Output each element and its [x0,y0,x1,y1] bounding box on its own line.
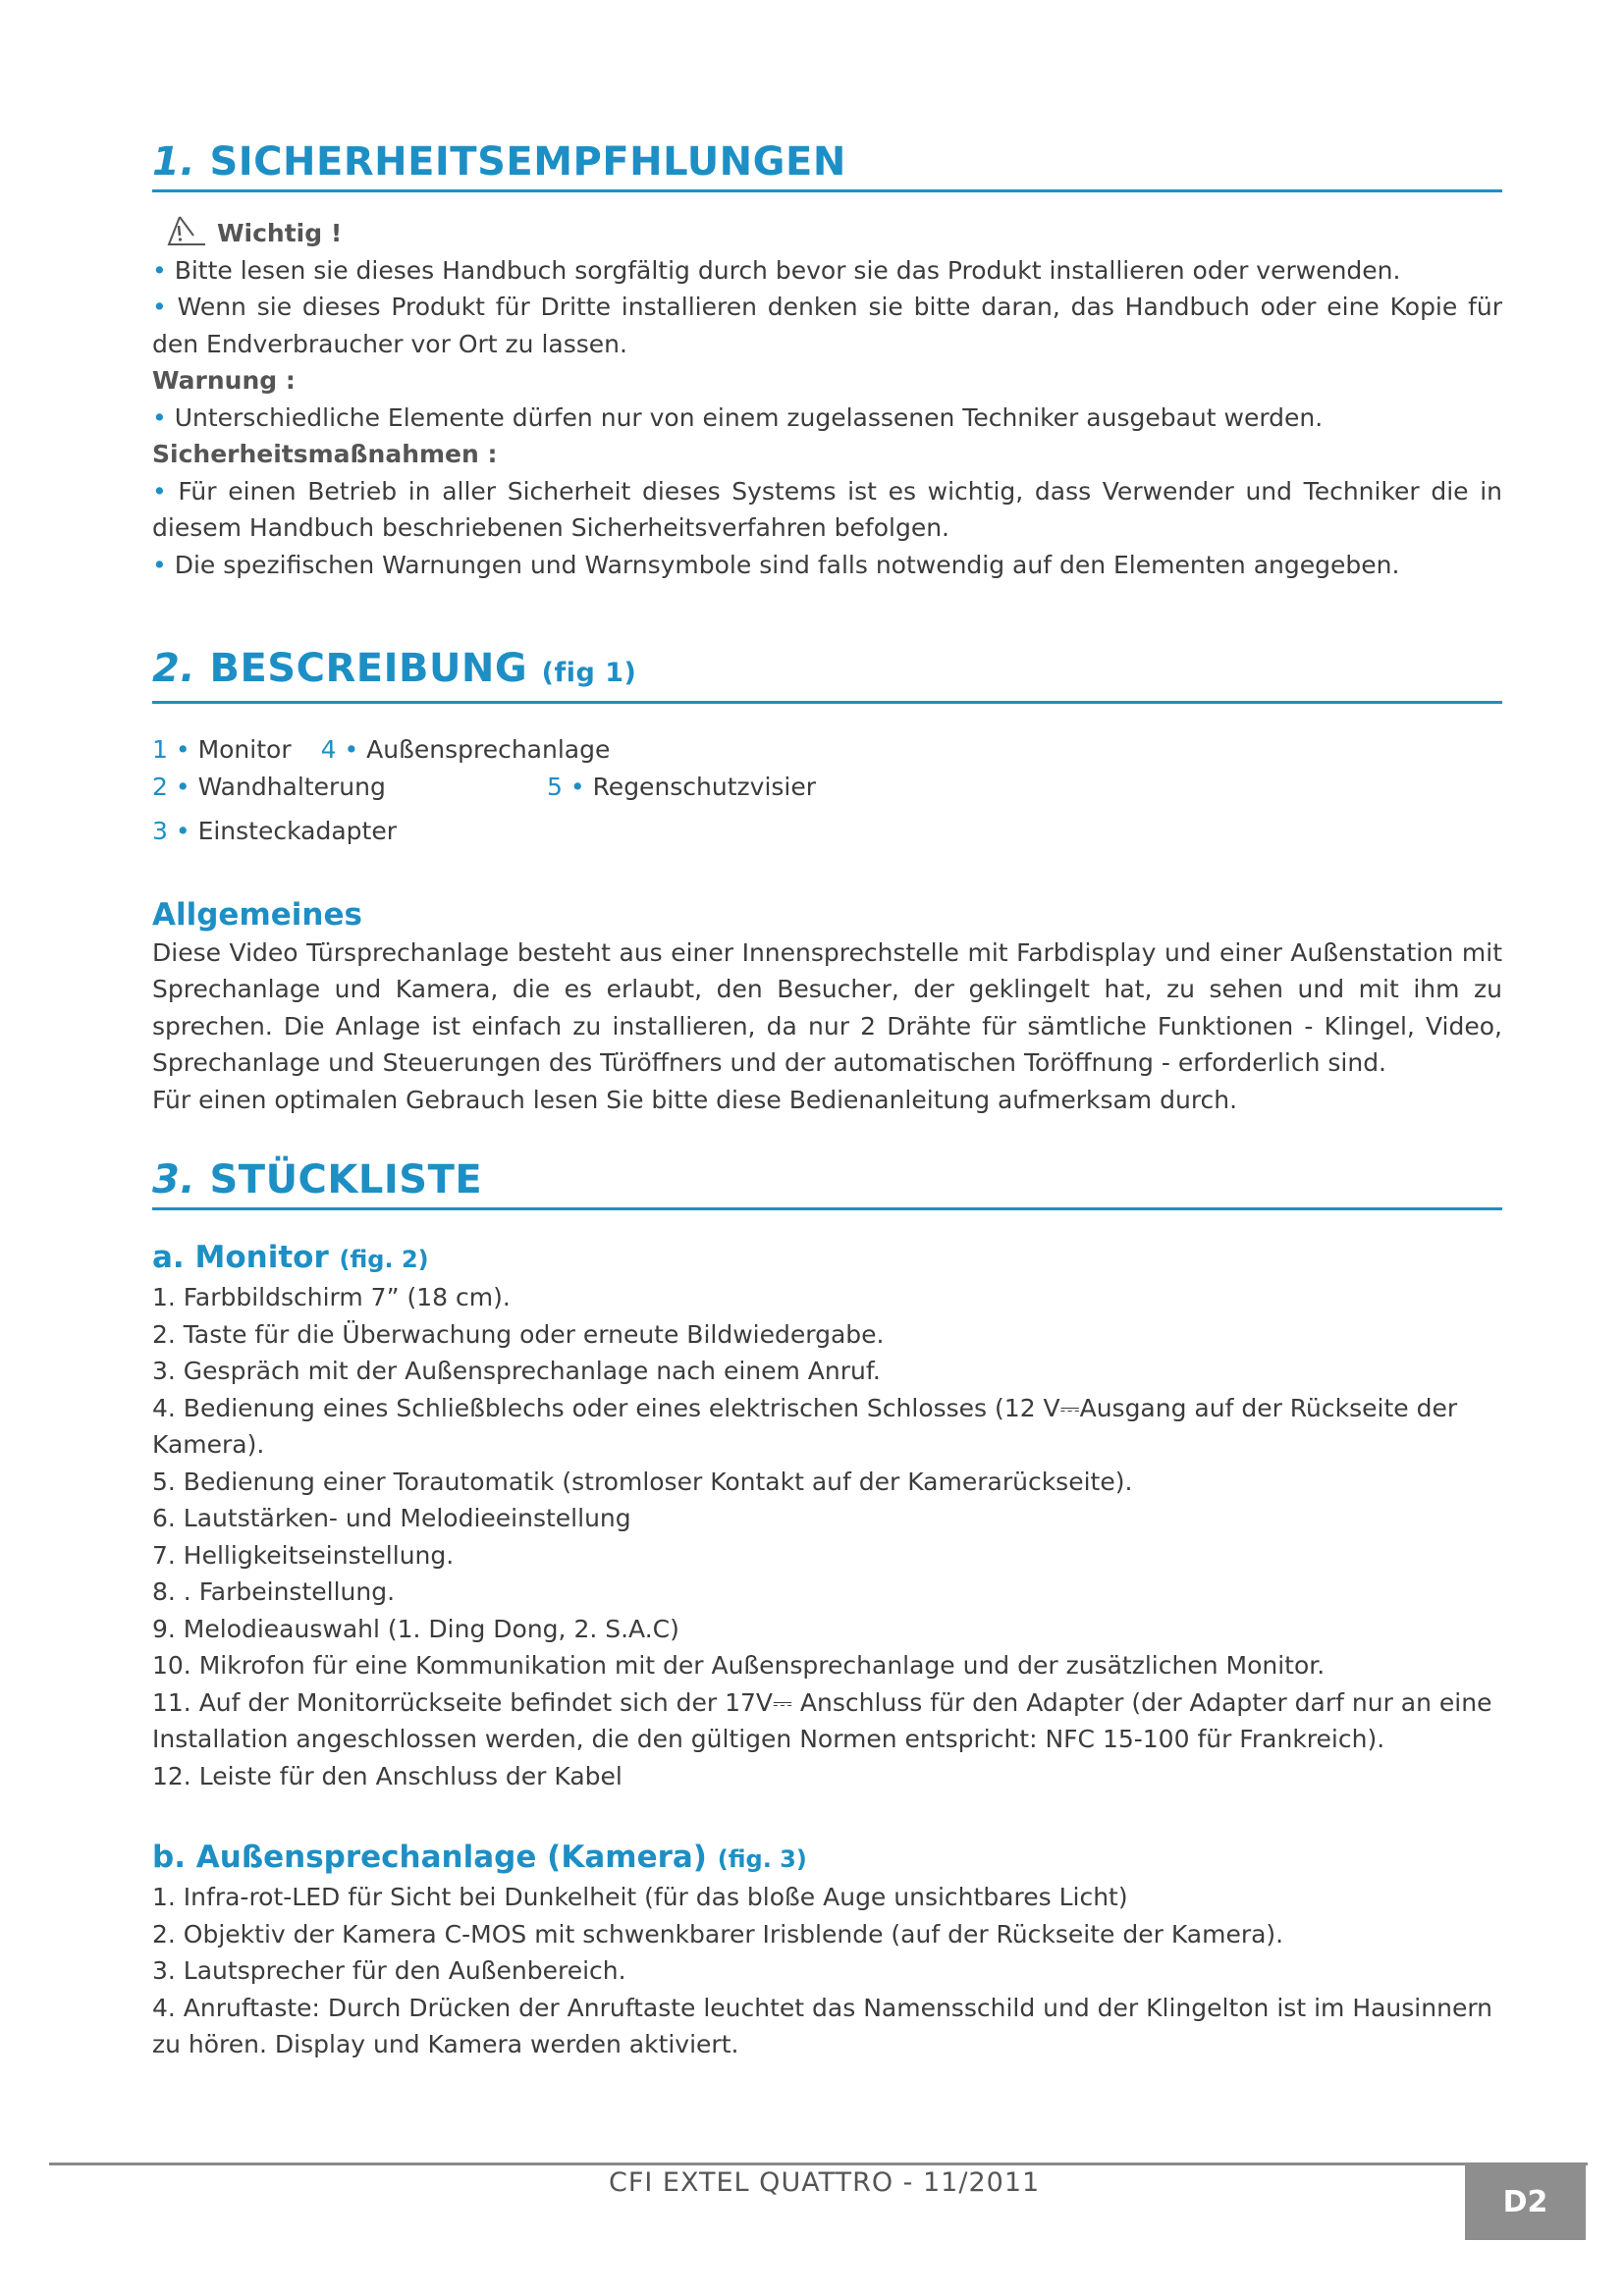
part-aussensprechanlage: Außensprechanlage [366,735,611,764]
parts-row-3: 3 • Einsteckadapter [152,817,397,845]
important-item-1: • Bitte lesen sie dieses Handbuch sorgfältig durch bevor sie das Produkt installieren oder verwenden. [152,255,1401,285]
section-3-number: 3. [152,1157,196,1202]
list-item: 2. Taste für die Überwachung oder erneute Bildwiedergabe. [152,1319,885,1349]
part-wandhalterung: Wandhalterung [197,772,386,801]
important-item-2: • Wenn sie dieses Produkt für Dritte installieren denken sie bitte daran, das Handbuch oder eine Kopie für den Endverbraucher vor Ort zu lassen. [152,293,1503,358]
safety-label: Sicherheitsmaßnahmen : [152,440,498,468]
parts-row-1: 1 • Monitor 4 • Außensprechanlage [152,735,611,764]
safety-item-1: • Für einen Betrieb in aller Sicherheit dieses Systems ist es wichtig, dass Verwender und Techniker die in diesem Handbuch beschriebenen Sicherheitsverfahren befolgen. [152,476,1503,542]
list-item: 2. Objektiv der Kamera C-MOS mit schwenkbarer Irisblende (auf der Rückseite der Kamera). [152,1919,1284,1949]
list-item: 8. . Farbeinstellung. [152,1577,396,1606]
list-item: 11. Auf der Monitorrückseite befindet sich der 17V⎓ Anschluss für den Adapter (der Adapter darf nur an eine Installation angeschlossen werden, die den gültigen Normen entspricht: NFC 15-100 für Frankreich). [152,1687,1492,1753]
general-paragraph-1: Diese Video Türsprechanlage besteht aus einer Innensprechstelle mit Farbdisplay und einer Außenstation mit Sprechanlage und Kamera, die es erlaubt, den Besucher, der geklingelt hat, zu sehen und mit ihm zu sprechen. Die Anlage ist einfach zu installieren, da nur 2 Drähte für sämtliche Funktionen - Klingel, Video, Sprechanlage und Steuerungen des Türöffners und der automatischen Toröffnung - erforderlich sind. [152,937,1502,1077]
list-item: 1. Infra-rot-LED für Sicht bei Dunkelheit (für das bloße Auge unsichtbares Licht) [152,1883,1128,1911]
safety-item-2: • Die spezifischen Warnungen und Warnsymbole sind falls notwendig auf den Elementen angegeben. [152,550,1400,579]
important-row [152,214,1502,252]
part-monitor: Monitor [197,735,292,764]
monitor-subheading: a. Monitor (fig. 2) [152,1240,429,1275]
important-label: Wichtig ! [216,219,343,247]
warning-triangle-icon [166,214,209,247]
monitor-list [152,1279,1502,1794]
warning-label: Warnung : [152,366,296,395]
section-2-heading [152,644,1502,704]
general-paragraph-2: Für einen optimalen Gebrauch lesen Sie bitte diese Bedienanleitung aufmerksam durch. [152,1085,1238,1114]
page-number-badge: D2 [1465,2163,1586,2240]
section-2-fig: (fig 1) [541,658,637,688]
footer-divider [49,2163,1588,2165]
list-item: 6. Lautstärken- und Melodieeinstellung [152,1504,631,1532]
warning-item-1: • Unterschiedliche Elemente dürfen nur von einem zugelassenen Techniker ausgebaut werden. [152,402,1324,432]
camera-subheading: b. Außensprechanlage (Kamera) (fig. 3) [152,1840,807,1875]
section-2-title: BESCREIBUNG [209,646,528,691]
list-item: 4. Anruftaste: Durch Drücken der Anruftaste leuchtet das Namensschild und der Klingelton ist im Hausinnern zu hören. Display und Kamera werden aktiviert. [152,1993,1493,2058]
footer-text: CFI EXTEL QUATTRO - 11/2011 [609,2167,1041,2198]
list-item: 10. Mikrofon für eine Kommunikation mit der Außensprechanlage und der zusätzlichen Monitor. [152,1651,1326,1680]
parts-row-2: 2 • Wandhalterung 5 • Regenschutzvisier [152,772,817,801]
section-2-number: 2. [152,646,196,691]
part-regenschutzvisier: Regenschutzvisier [592,772,817,801]
section-1-number: 1. [152,139,196,185]
list-item: 12. Leiste für den Anschluss der Kabel [152,1761,623,1790]
section-1-title: SICHERHEITSEMPFHLUNGEN [209,139,846,185]
list-item: 7. Helligkeitseinstellung. [152,1540,455,1570]
list-item: 3. Gespräch mit der Außensprechanlage nach einem Anruf. [152,1357,881,1385]
list-item: 4. Bedienung eines Schließblechs oder eines elektrischen Schlosses (12 V⎓Ausgang auf der Rückseite der Kamera). [152,1393,1458,1459]
section-3-title: STÜCKLISTE [209,1157,483,1202]
section-1-heading [152,137,1502,192]
section-3-heading [152,1155,1502,1210]
list-item: 9. Melodieauswahl (1. Ding Dong, 2. S.A.C) [152,1614,679,1643]
list-item: 5. Bedienung einer Torautomatik (stromloser Kontakt auf der Kamerarückseite). [152,1467,1133,1496]
camera-list [152,1879,1502,2063]
list-item: 3. Lautsprecher für den Außenbereich. [152,1956,626,1985]
part-einsteckadapter: Einsteckadapter [197,817,397,845]
list-item: 1. Farbbildschirm 7” (18 cm). [152,1283,511,1311]
page-content [152,137,1502,2063]
general-heading: Allgemeines [152,896,362,933]
